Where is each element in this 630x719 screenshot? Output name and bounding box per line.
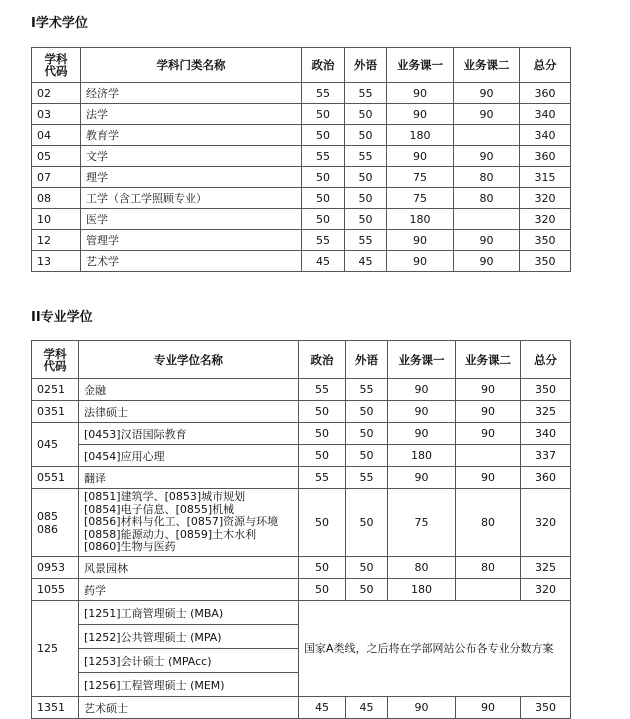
- table-row: [32, 489, 571, 557]
- cell-language: 55: [346, 467, 388, 489]
- cell-total: 360: [520, 83, 571, 104]
- header-total: 总分: [521, 341, 571, 379]
- cell-total: 320: [520, 188, 571, 209]
- cell-name: 法学: [81, 104, 302, 125]
- cell-politics: 50: [299, 557, 346, 579]
- cell-politics: 55: [302, 146, 345, 167]
- cell-total: 320: [520, 209, 571, 230]
- cell-code: 08: [32, 188, 81, 209]
- cell-name: [1252]公共管理硕士 (MPA): [79, 625, 299, 649]
- table-header-row: [32, 48, 571, 83]
- cell-course2: 90: [454, 83, 520, 104]
- table-row: [32, 188, 571, 209]
- header-language: 外语: [345, 48, 387, 83]
- cell-total: 325: [521, 401, 571, 423]
- cell-course2: 90: [456, 401, 521, 423]
- header-course1: 业务课一: [387, 48, 454, 83]
- cell-name: [1256]工程管理硕士 (MEM): [79, 673, 299, 697]
- cell-politics: 55: [302, 230, 345, 251]
- cell-language: 55: [346, 379, 388, 401]
- header-language: 外语: [346, 341, 388, 379]
- cell-course2: 80: [454, 167, 520, 188]
- cell-code: [32, 489, 79, 557]
- cell-code: 04: [32, 125, 81, 146]
- table-row: [32, 251, 571, 272]
- cell-total: 350: [520, 251, 571, 272]
- cell-language: 55: [345, 230, 387, 251]
- cell-language: 50: [346, 445, 388, 467]
- header-total: 总分: [520, 48, 571, 83]
- table-row: [32, 697, 571, 719]
- cell-name: 工学（含工学照顾专业）: [81, 188, 302, 209]
- table-header-row: [32, 341, 571, 379]
- cell-course2: [456, 445, 521, 467]
- cell-course1: 90: [388, 697, 456, 719]
- header-name: 学科门类名称: [81, 48, 302, 83]
- header-course1: 业务课一: [388, 341, 456, 379]
- cell-language: 50: [346, 557, 388, 579]
- cell-politics: 45: [299, 697, 346, 719]
- header-course2: 业务课二: [456, 341, 521, 379]
- cell-code: 0251: [32, 379, 79, 401]
- section-title-professional: II专业学位: [31, 310, 93, 325]
- cell-course2: 90: [456, 423, 521, 445]
- cell-code: 07: [32, 167, 81, 188]
- cell-total: 350: [521, 697, 571, 719]
- cell-course1: 90: [387, 83, 454, 104]
- cell-course1: 180: [388, 445, 456, 467]
- cell-course1: 180: [387, 125, 454, 146]
- cell-code: 05: [32, 146, 81, 167]
- cell-language: 45: [345, 251, 387, 272]
- table-row: [32, 146, 571, 167]
- cell-total: 360: [521, 467, 571, 489]
- cell-note: 国家A类线，之后将在学部网站公布各专业分数方案: [299, 601, 571, 697]
- cell-course1: 90: [387, 251, 454, 272]
- cell-name: [0453]汉语国际教育: [79, 423, 299, 445]
- cell-politics: 50: [299, 579, 346, 601]
- cell-name: 理学: [81, 167, 302, 188]
- cell-name: 翻译: [79, 467, 299, 489]
- cell-politics: 55: [302, 83, 345, 104]
- table-row: [32, 125, 571, 146]
- cell-course2: 90: [454, 104, 520, 125]
- cell-language: 50: [346, 401, 388, 423]
- cell-politics: 55: [299, 379, 346, 401]
- cell-total: 350: [521, 379, 571, 401]
- section-title-academic: I学术学位: [31, 16, 88, 31]
- cell-name: 文学: [81, 146, 302, 167]
- cell-language: 45: [346, 697, 388, 719]
- cell-course1: 90: [388, 467, 456, 489]
- header-name: 专业学位名称: [79, 341, 299, 379]
- cell-politics: 50: [302, 209, 345, 230]
- cell-code: 10: [32, 209, 81, 230]
- cell-language: 50: [345, 125, 387, 146]
- table-row: [32, 579, 571, 601]
- professional-degree-table: [31, 340, 571, 719]
- table-row: [32, 104, 571, 125]
- cell-code: 0351: [32, 401, 79, 423]
- cell-politics: 55: [299, 467, 346, 489]
- header-course2: 业务课二: [454, 48, 520, 83]
- cell-code: 12: [32, 230, 81, 251]
- cell-code-line: 085: [37, 509, 58, 523]
- cell-language: 50: [345, 167, 387, 188]
- cell-politics: 50: [299, 445, 346, 467]
- cell-name: 风景园林: [79, 557, 299, 579]
- cell-total: 325: [521, 557, 571, 579]
- cell-politics: 50: [302, 188, 345, 209]
- cell-language: 55: [345, 146, 387, 167]
- cell-code: 03: [32, 104, 81, 125]
- cell-total: 340: [521, 423, 571, 445]
- cell-course2: 80: [456, 557, 521, 579]
- cell-name: 药学: [79, 579, 299, 601]
- cell-total: 315: [520, 167, 571, 188]
- cell-name: [0454]应用心理: [79, 445, 299, 467]
- cell-language: 50: [346, 579, 388, 601]
- cell-code: 0953: [32, 557, 79, 579]
- cell-name-line: [0854]电子信息、[0855]机械: [84, 502, 235, 516]
- cell-course1: 75: [387, 167, 454, 188]
- cell-name: 艺术硕士: [79, 697, 299, 719]
- cell-language: 50: [346, 423, 388, 445]
- cell-total: 340: [520, 125, 571, 146]
- cell-course1: 90: [388, 401, 456, 423]
- cell-code-line: 086: [37, 522, 58, 536]
- cell-code: 13: [32, 251, 81, 272]
- cell-course2: 90: [456, 697, 521, 719]
- cell-course2: 90: [456, 467, 521, 489]
- cell-course1: 180: [387, 209, 454, 230]
- cell-name: [1253]会计硕士 (MPAcc): [79, 649, 299, 673]
- cell-code: 1055: [32, 579, 79, 601]
- header-politics: 政治: [299, 341, 346, 379]
- table-row: [32, 423, 571, 445]
- cell-name: [79, 489, 299, 557]
- cell-course2: [456, 579, 521, 601]
- cell-name: 艺术学: [81, 251, 302, 272]
- cell-course1: 90: [388, 423, 456, 445]
- cell-politics: 50: [302, 167, 345, 188]
- table-row: [32, 467, 571, 489]
- table-row: [32, 557, 571, 579]
- cell-total: 340: [520, 104, 571, 125]
- cell-total: 360: [520, 146, 571, 167]
- cell-name-line: [0856]材料与化工、[0857]资源与环境: [84, 515, 279, 529]
- cell-name: 金融: [79, 379, 299, 401]
- cell-course2: 90: [456, 379, 521, 401]
- table-row: [32, 83, 571, 104]
- cell-course2: 90: [454, 146, 520, 167]
- cell-politics: 50: [302, 104, 345, 125]
- cell-name: 经济学: [81, 83, 302, 104]
- cell-course1: 90: [387, 230, 454, 251]
- cell-total: 320: [521, 579, 571, 601]
- table-row: [32, 445, 571, 467]
- header-code: 学科 代码: [32, 48, 81, 83]
- table-row: [32, 209, 571, 230]
- cell-code: 125: [32, 601, 79, 697]
- cell-course1: 80: [388, 557, 456, 579]
- header-code: 学科 代码: [32, 341, 79, 379]
- cell-course2: 90: [454, 251, 520, 272]
- cell-course1: 75: [388, 489, 456, 557]
- cell-total: 337: [521, 445, 571, 467]
- cell-language: 55: [345, 83, 387, 104]
- cell-politics: 45: [302, 251, 345, 272]
- cell-course2: 80: [456, 489, 521, 557]
- cell-name: 管理学: [81, 230, 302, 251]
- cell-politics: 50: [299, 489, 346, 557]
- cell-language: 50: [346, 489, 388, 557]
- cell-course2: [454, 209, 520, 230]
- cell-course1: 90: [387, 104, 454, 125]
- cell-politics: 50: [299, 423, 346, 445]
- cell-total: 350: [520, 230, 571, 251]
- table-row: [32, 379, 571, 401]
- cell-language: 50: [345, 209, 387, 230]
- table-row: [32, 401, 571, 423]
- table-row: [32, 230, 571, 251]
- cell-course1: 90: [388, 379, 456, 401]
- cell-name-line: [0858]能源动力、[0859]土木水利: [84, 527, 257, 541]
- cell-code: 045: [32, 423, 79, 467]
- cell-name: 教育学: [81, 125, 302, 146]
- cell-code: 0551: [32, 467, 79, 489]
- cell-course1: 90: [387, 146, 454, 167]
- academic-degree-table: [31, 47, 571, 272]
- cell-politics: 50: [302, 125, 345, 146]
- cell-politics: 50: [299, 401, 346, 423]
- cell-name: [1251]工商管理硕士 (MBA): [79, 601, 299, 625]
- cell-name-line: [0851]建筑学、[0853]城市规划: [84, 490, 246, 504]
- cell-name: 法律硕士: [79, 401, 299, 423]
- cell-course1: 75: [387, 188, 454, 209]
- table-row: [32, 601, 571, 625]
- cell-name: 医学: [81, 209, 302, 230]
- cell-total: 320: [521, 489, 571, 557]
- cell-language: 50: [345, 104, 387, 125]
- cell-course2: 90: [454, 230, 520, 251]
- cell-course1: 180: [388, 579, 456, 601]
- cell-course2: [454, 125, 520, 146]
- table-row: [32, 167, 571, 188]
- cell-language: 50: [345, 188, 387, 209]
- header-politics: 政治: [302, 48, 345, 83]
- cell-name-line: [0860]生物与医药: [84, 540, 176, 554]
- cell-code: 02: [32, 83, 81, 104]
- cell-code: 1351: [32, 697, 79, 719]
- cell-course2: 80: [454, 188, 520, 209]
